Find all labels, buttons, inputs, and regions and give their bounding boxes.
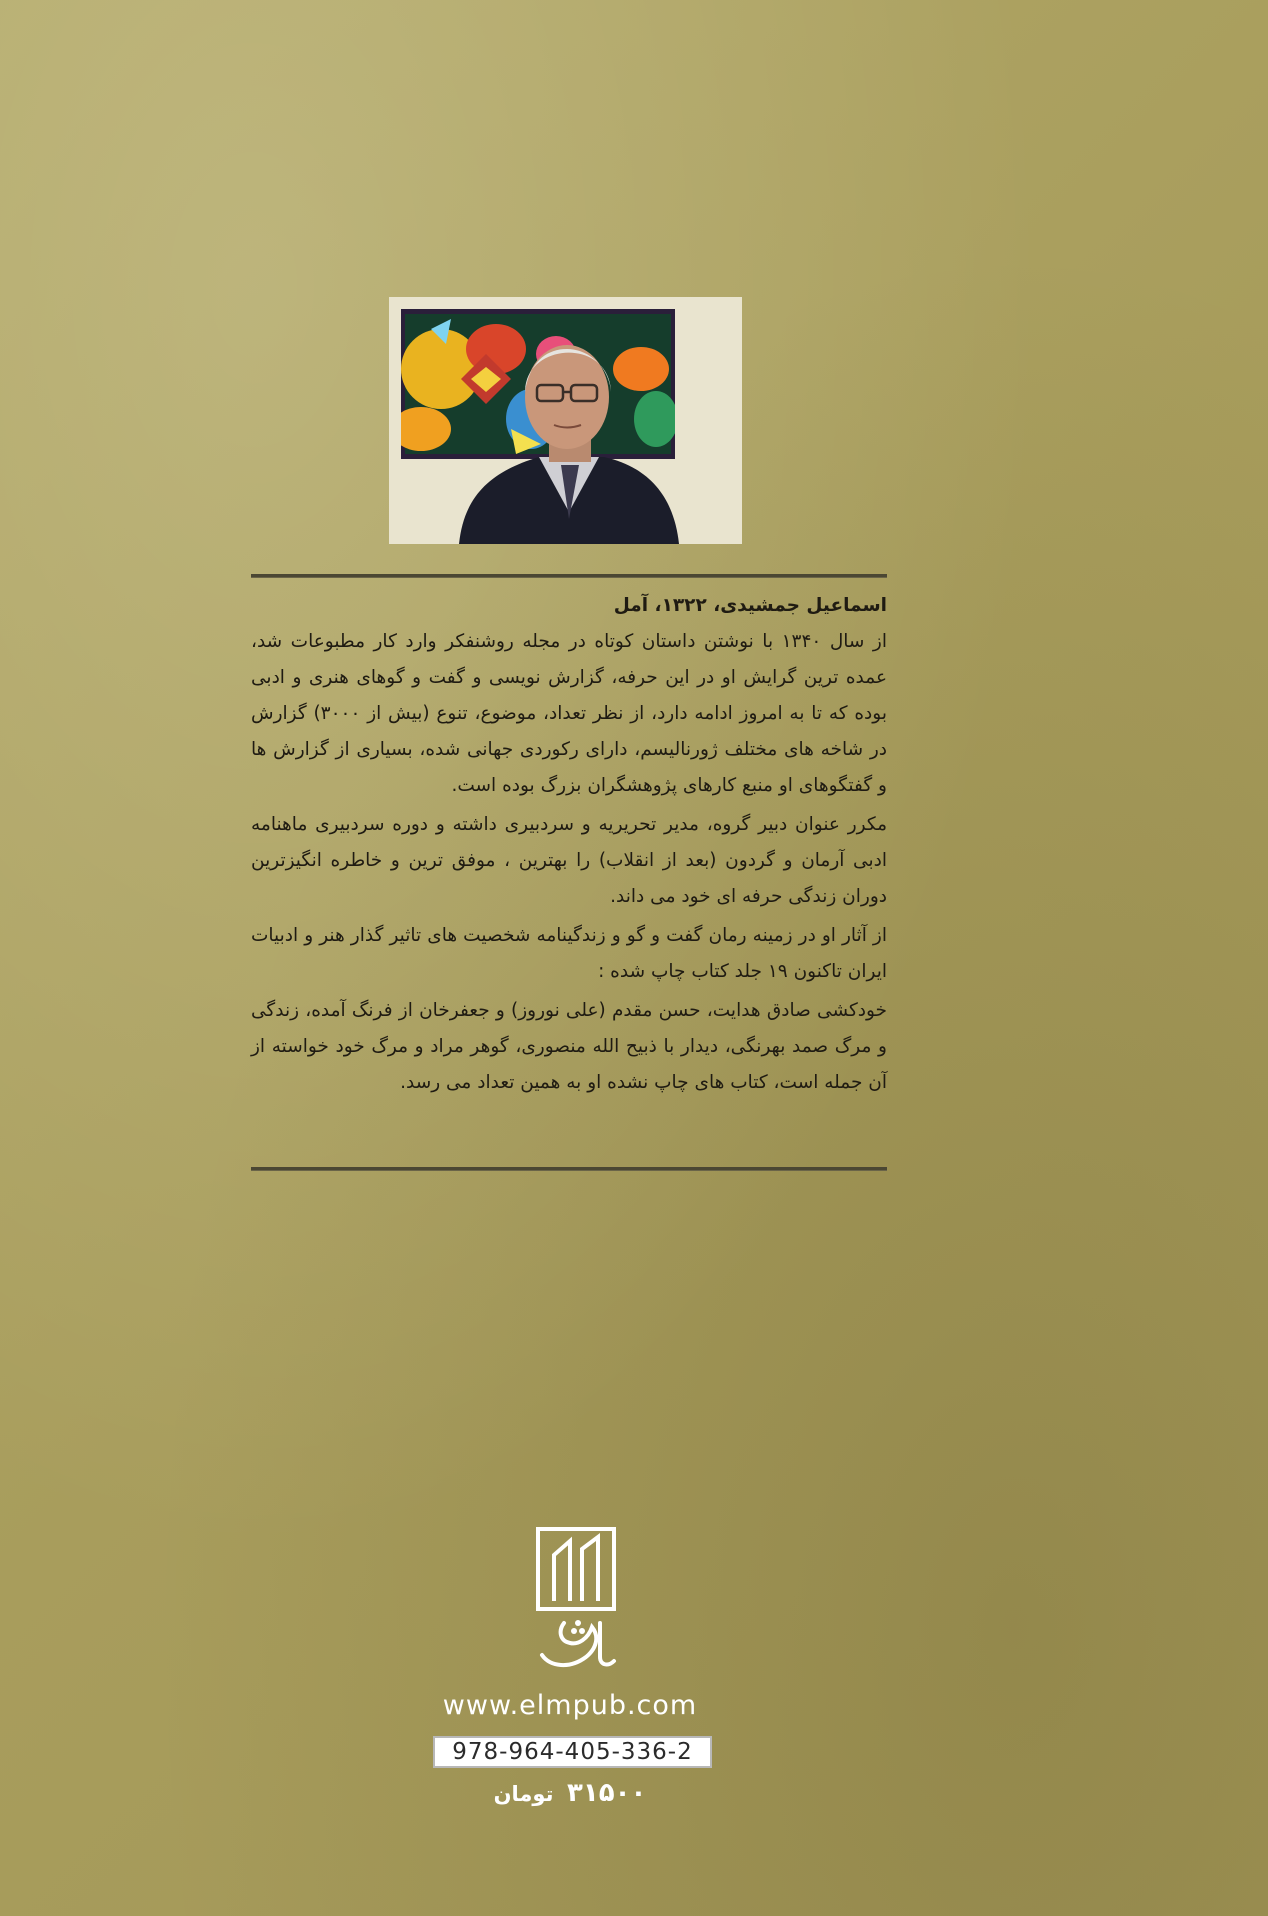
bio-paragraph: خودکشی صادق هدایت، حسن مقدم (علی نوروز) و جعفرخان از فرنگ آمده، زندگی و مرگ صمد بهرنگی، دیدار با ذبیح الله منصوری، گوهر مراد و مرگ خود خواسته از آن جمله است، کتاب های چاپ نشده او به همین تعداد می رسد.	[251, 1000, 887, 1093]
author-portrait	[389, 297, 742, 544]
author-heading: اسماعیل جمشیدی، ۱۳۲۲، آمل	[613, 595, 887, 616]
bottom-divider	[251, 1167, 887, 1171]
price-unit: تومان	[493, 1782, 554, 1806]
bio-paragraph: از سال ۱۳۴۰ با نوشتن داستان کوتاه در مجله روشنفکر وارد کار مطبوعات شد، عمده ترین گرایش او در این حرفه، گزارش نویسی و گفت و گوهای هنری و ادبی بوده که تا به امروز ادامه دارد، از نظر تعداد، موضوع، تنوع (بیش از ۳۰۰۰) گزارش در شاخه های مختلف ژورنالیسم، دارای رکوردی جهانی شده، بسیاری از گزارش ها و گفتگوهای او منبع کارهای پژوهشگران بزرگ بوده است.	[251, 631, 887, 796]
top-divider	[251, 574, 887, 578]
bio-paragraph: مکرر عنوان دبیر گروه، مدیر تحریریه و سردبیری داشته و دوره سردبیری ماهنامه ادبی آرمان و گردون (بعد از انقلاب) را بهترین ، موفق ترین و خاطره انگیزترین دوران زندگی حرفه ای خود می داند.	[251, 814, 887, 907]
isbn: 978-964-405-336-2	[433, 1736, 712, 1768]
price-amount: ۳۱۵۰۰	[567, 1778, 647, 1808]
biography	[251, 588, 887, 1104]
author-photo	[389, 297, 742, 544]
publisher-website: www.elmpub.com	[442, 1690, 698, 1721]
bio-paragraph: از آثار او در زمینه رمان گفت و گو و زندگینامه شخصیت های تاثیر گذار هنر و ادبیات ایران تاکنون ۱۹ جلد کتاب چاپ شده :	[251, 925, 887, 982]
publisher-logo	[530, 1527, 622, 1683]
price	[420, 1778, 720, 1808]
